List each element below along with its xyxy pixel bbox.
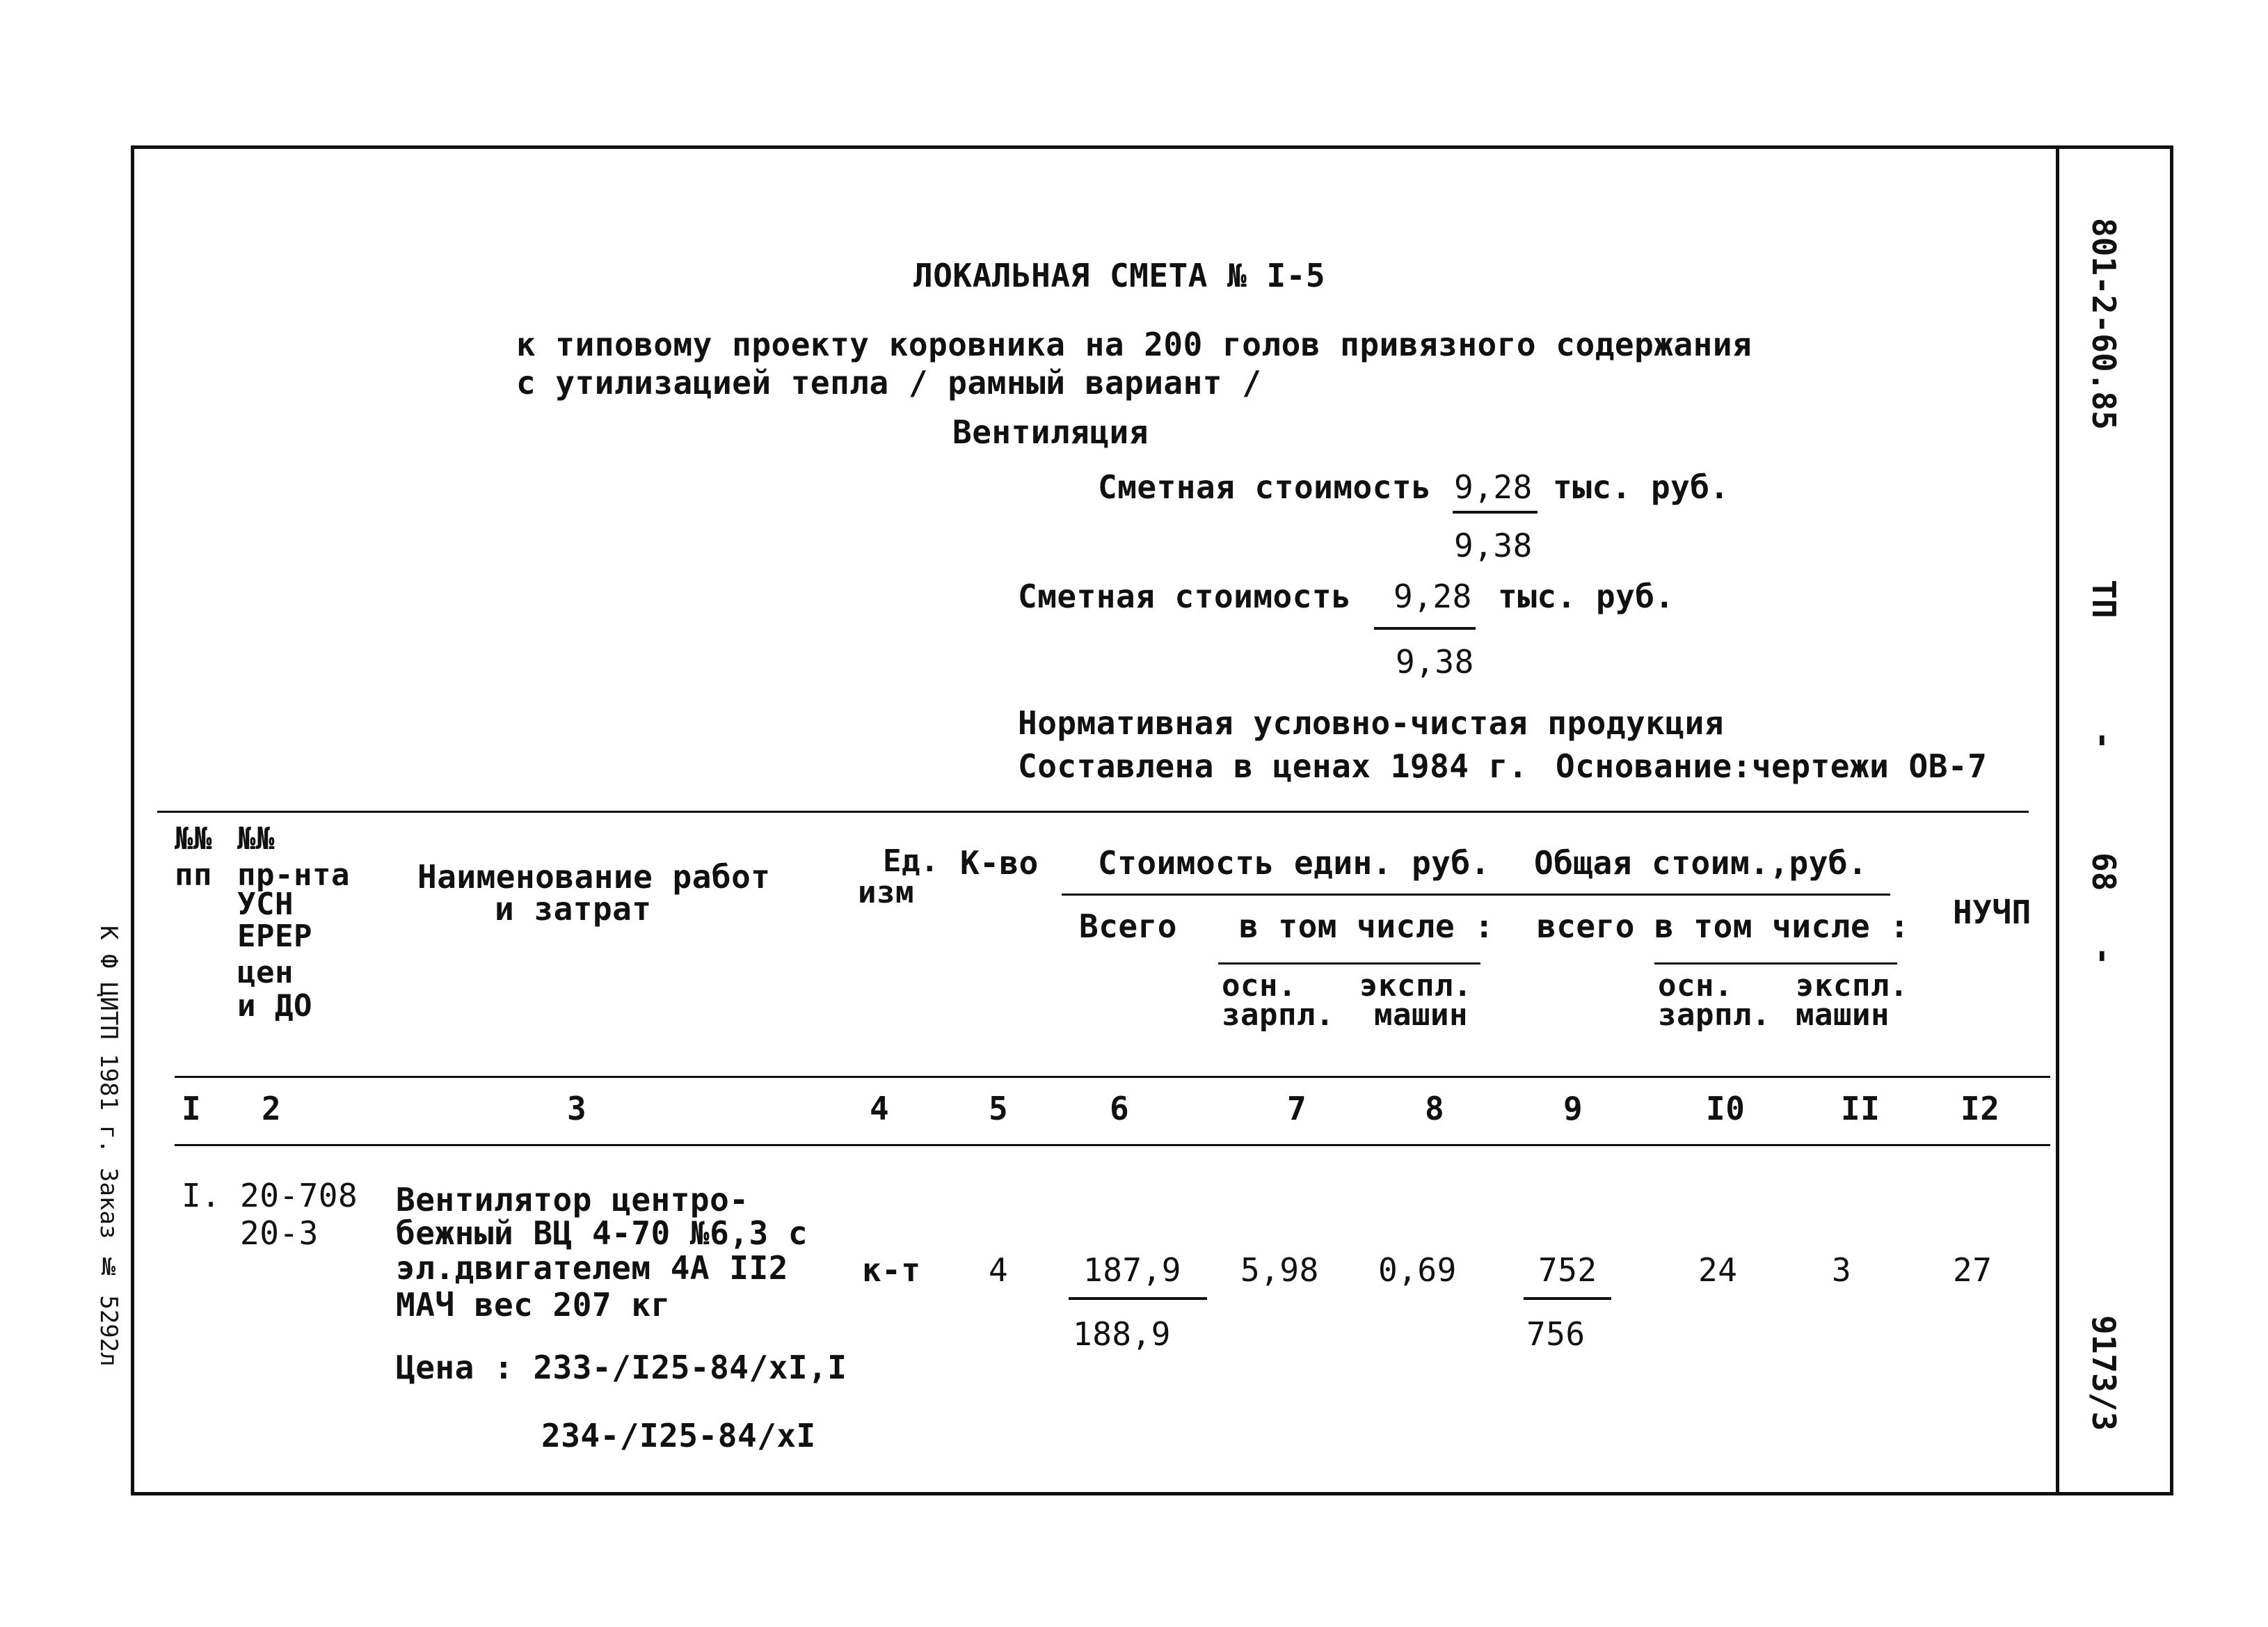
header-col2-line6: и ДО [237,988,312,1024]
column-number-3: 3 [567,1090,587,1127]
cost2-unit: тыс. руб. [1498,578,1675,615]
stamp-dash-1: - [2085,731,2123,750]
row-nuchp: 27 [1953,1251,1993,1289]
header-wages-line2: зарпл. [1222,997,1334,1033]
header-col1-line2: пп [175,857,212,893]
column-number-10: I0 [1706,1090,1746,1127]
side-note: К Ф ЦИТП 1981 г. Заказ № 5292л [95,926,122,1367]
row-total-wages: 24 [1698,1251,1738,1289]
header-col2-line5: цен [237,955,294,990]
header-total-incl: в том числе : [1654,907,1910,945]
normative-line: Нормативная условно-чистая продукция [1018,704,1724,742]
column-number-1: I [182,1090,202,1127]
total-incl-rule [1654,962,1897,965]
stamp-divider [2056,145,2059,1495]
stamp-type: ТП [2085,580,2123,619]
row-description-line2: бежный ВЦ 4-70 №6,3 с [396,1214,808,1252]
header-col3-line2: и затрат [495,890,652,928]
header-total-total: всего [1537,907,1635,945]
row-qty: 4 [989,1251,1009,1289]
row-description-line1: Вентилятор центро- [396,1181,749,1219]
header-total-wages-line1: осн. [1658,968,1733,1003]
subtitle-line-1: к типовому проекту коровника на 200 голов привязного содержания [516,326,1752,363]
column-number-11: II [1841,1090,1880,1127]
row-unit-total-numerator: 187,9 [1083,1251,1181,1289]
header-col5: К-во [960,844,1039,882]
header-unit-total: Всего [1079,907,1177,945]
header-col12: НУЧП [1953,894,2031,931]
row-total-fraction-bar [1524,1297,1611,1300]
row-description-line4: МАЧ вес 207 кг [396,1286,671,1324]
column-number-4: 4 [870,1090,890,1127]
row-unit-machines: 0,69 [1378,1251,1457,1289]
document-title: ЛОКАЛЬНАЯ СМЕТА № I-5 [913,257,1326,294]
row-total-numerator: 752 [1538,1251,1597,1289]
cost2-denominator: 9,38 [1396,643,1474,681]
row-unit-total-fraction-bar [1069,1297,1207,1300]
cost1-fraction-bar [1453,511,1538,514]
column-number-8: 8 [1425,1090,1445,1127]
cost1-unit: тыс. руб. [1553,468,1730,506]
row-description-line3: эл.двигателем 4А II2 [396,1249,788,1287]
header-machines-line2: машин [1374,997,1468,1033]
composed-line: Составлена в ценах 1984 г. [1018,747,1528,785]
row-code-line2: 20-3 [240,1214,319,1252]
column-number-7: 7 [1287,1090,1307,1127]
stamp-dash-2: - [2085,946,2123,966]
cost2-label: Сметная стоимость [1018,578,1352,615]
unit-incl-rule [1218,962,1480,965]
cost1-denominator: 9,38 [1454,527,1533,564]
header-col1-line1: №№ [175,821,212,857]
table-top-rule [157,811,2029,813]
header-unit-cost-group: Стоимость един. руб. [1098,844,1490,882]
column-number-2: 2 [262,1090,282,1127]
cost1-label: Сметная стоимость [1098,468,1432,506]
basis-line: Основание:чертежи ОВ-7 [1556,747,1988,785]
header-unit-incl: в том числе : [1239,907,1494,945]
row-code-line1: 20-708 [240,1177,358,1214]
header-machines-line1: экспл. [1359,968,1472,1003]
column-numbers-top-rule [175,1076,2050,1078]
column-number-6: 6 [1110,1090,1130,1127]
row-total-denominator: 756 [1526,1315,1586,1353]
cost1-numerator: 9,28 [1454,468,1533,506]
row-number: I. [182,1177,221,1214]
header-wages-line1: осн. [1222,968,1297,1003]
header-total-machines-line2: машин [1796,997,1890,1033]
row-unit: к-т [862,1251,921,1289]
row-total-machines: 3 [1832,1251,1852,1289]
row-unit-total-denominator: 188,9 [1073,1315,1171,1353]
header-col4-line2: изм [858,875,914,910]
section-title: Вентиляция [952,413,1149,451]
header-total-machines-line1: экспл. [1796,968,1908,1003]
stamp-number: 9173/3 [2085,1315,2123,1431]
header-col2-line1: №№ [237,821,275,857]
subtitle-line-2: с утилизацией тепла / рамный вариант / [516,364,1262,402]
header-col2-line3: УСН [237,887,294,922]
header-col3-line1: Наименование работ [417,858,771,896]
cost-group-rule [1062,894,1890,896]
column-number-9: 9 [1563,1090,1583,1127]
column-number-12: I2 [1960,1090,2000,1127]
header-col2-line2: пр-нта [237,857,350,893]
cost2-numerator: 9,28 [1393,578,1472,615]
column-number-5: 5 [989,1090,1009,1127]
header-col2-line4: ЕРЕР [237,919,312,954]
column-numbers-bottom-rule [175,1144,2050,1146]
header-total-wages-line2: зарпл. [1658,997,1771,1033]
stamp-sheet: 68 [2085,852,2123,891]
row-unit-wages: 5,98 [1240,1251,1319,1289]
header-col4-line1: Ед. [883,843,939,879]
stamp-code: 801-2-60.85 [2085,218,2123,430]
row-price-line1: Цена : 233-/I25-84/xI,I [396,1349,847,1386]
header-total-cost-group: Общая стоим.,руб. [1534,844,1868,882]
cost2-fraction-bar [1374,627,1476,630]
row-price-line2: 234-/I25-84/xI [541,1417,816,1454]
